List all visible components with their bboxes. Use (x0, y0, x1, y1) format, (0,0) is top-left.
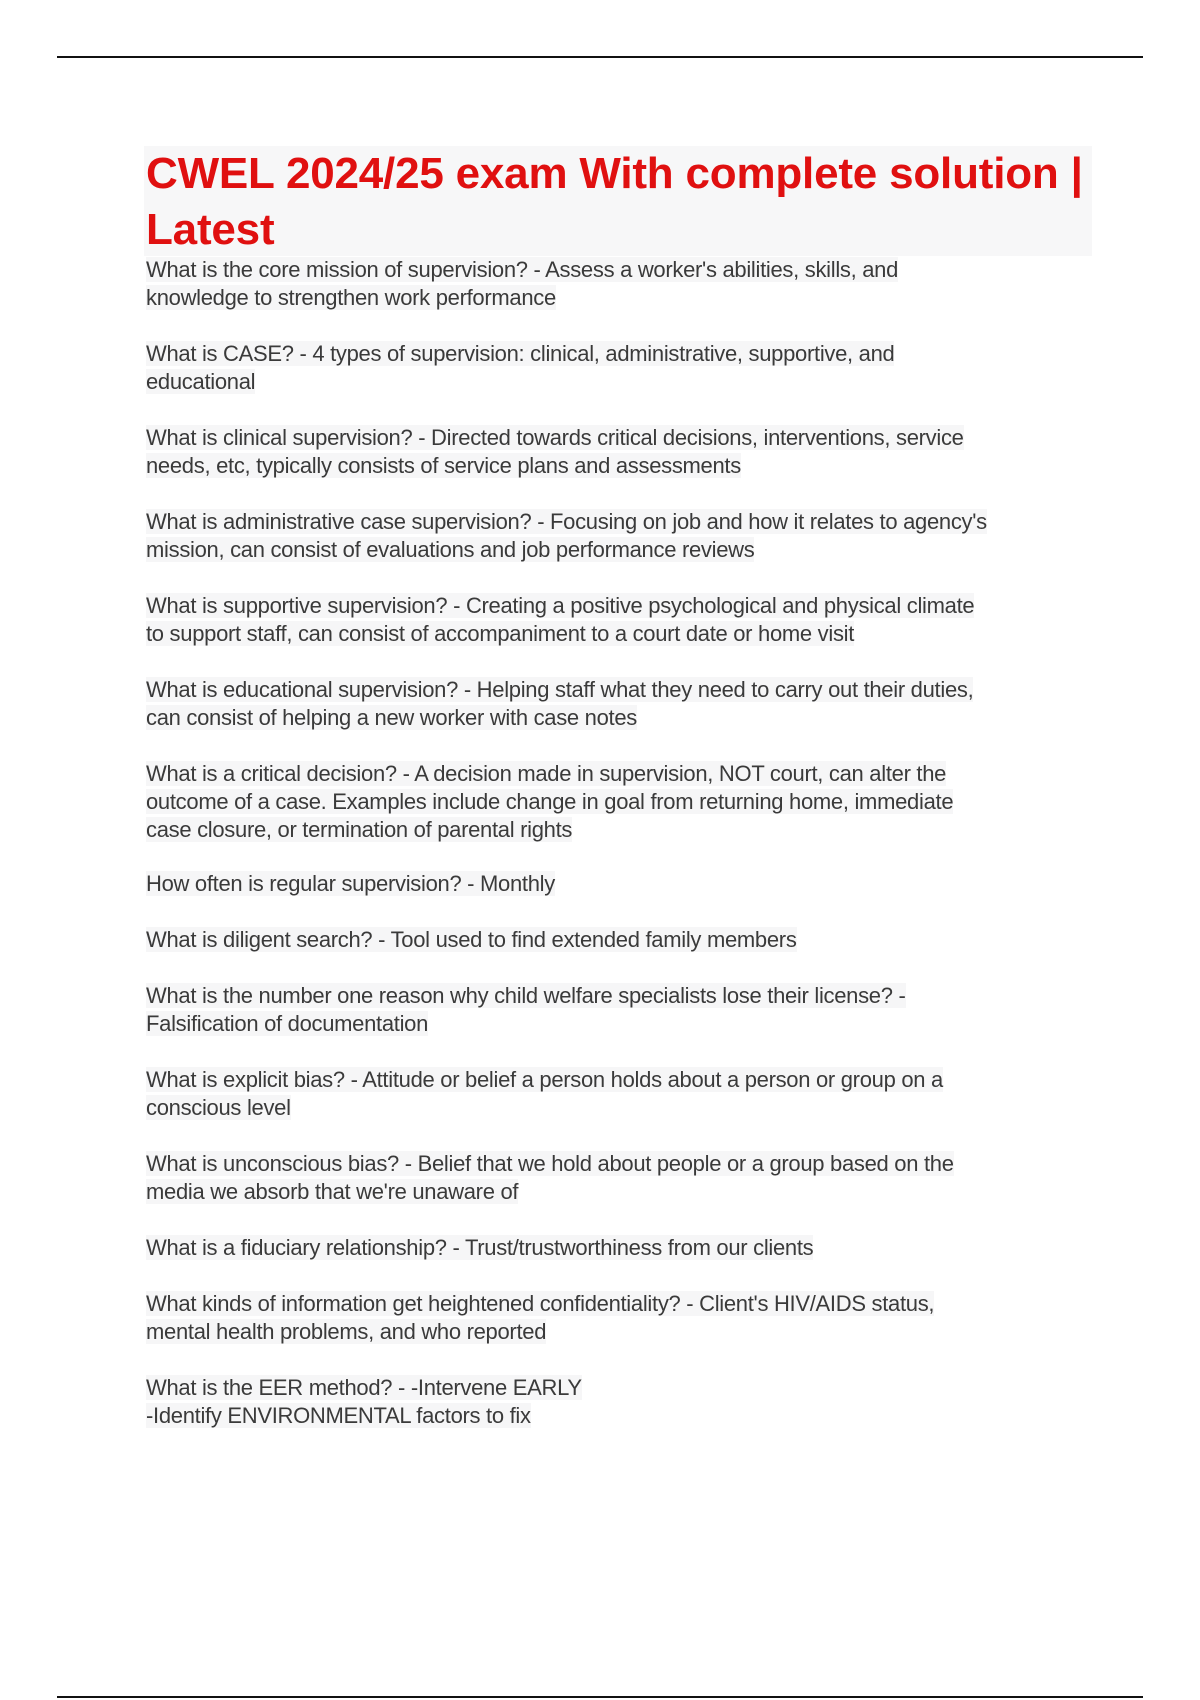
qa-item-14 (146, 1290, 934, 1346)
title-block (144, 146, 1092, 256)
qa-text: What is educational supervision? - Helping staff what they need to carry out their duties, can consist of helping a new worker with case notes (146, 677, 974, 730)
qa-item-8 (146, 870, 555, 898)
qa-text: What is administrative case supervision? - Focusing on job and how it relates to agency's mission, can consist of evaluations and job performance reviews (146, 509, 987, 562)
qa-text: What is diligent search? - Tool used to find extended family members (146, 927, 797, 952)
qa-text: What is unconscious bias? - Belief that we hold about people or a group based on the media we absorb that we're unaware of (146, 1151, 954, 1204)
qa-item-13 (146, 1234, 813, 1262)
qa-text: What is explicit bias? - Attitude or belief a person holds about a person or group on a conscious level (146, 1067, 943, 1120)
qa-text: How often is regular supervision? - Monthly (146, 871, 555, 896)
qa-text: What is supportive supervision? - Creating a positive psychological and physical climate to support staff, can consist of accompaniment to a court date or home visit (146, 593, 975, 646)
qa-item-15 (146, 1374, 582, 1430)
qa-item-11 (146, 1066, 943, 1122)
qa-item-3 (146, 424, 964, 480)
qa-item-9 (146, 926, 797, 954)
qa-text: What is a fiduciary relationship? - Trust/trustworthiness from our clients (146, 1235, 814, 1260)
document-title: CWEL 2024/25 exam With complete solution | Latest (146, 149, 1083, 254)
qa-item-4 (146, 508, 987, 564)
qa-text: What is CASE? - 4 types of supervision: clinical, administrative, supportive, and educational (146, 341, 895, 394)
qa-text: What is the EER method? - -Intervene EARLY -Identify ENVIRONMENTAL factors to fix (146, 1375, 582, 1428)
qa-item-2 (146, 340, 894, 396)
qa-text: What kinds of information get heightened confidentiality? - Client's HIV/AIDS status, mental health problems, and who reported (146, 1291, 935, 1344)
qa-item-12 (146, 1150, 954, 1206)
qa-item-1 (146, 256, 898, 312)
qa-item-10 (146, 982, 906, 1038)
qa-item-5 (146, 592, 974, 648)
header-rule (57, 56, 1143, 58)
qa-item-7 (146, 760, 953, 844)
qa-text: What is clinical supervision? - Directed towards critical decisions, interventions, service needs, etc, typically consists of service plans and assessments (146, 425, 964, 478)
qa-text: What is the number one reason why child welfare specialists lose their license? - Falsification of documentation (146, 983, 906, 1036)
qa-text: What is a critical decision? - A decision made in supervision, NOT court, can alter the outcome of a case. Examples include change in goal from returning home, immediate case closure, or termination of parental rights (146, 761, 954, 842)
footer-rule (57, 1696, 1143, 1698)
qa-text: What is the core mission of supervision? - Assess a worker's abilities, skills, and knowledge to strengthen work performance (146, 257, 899, 310)
qa-item-6 (146, 676, 973, 732)
